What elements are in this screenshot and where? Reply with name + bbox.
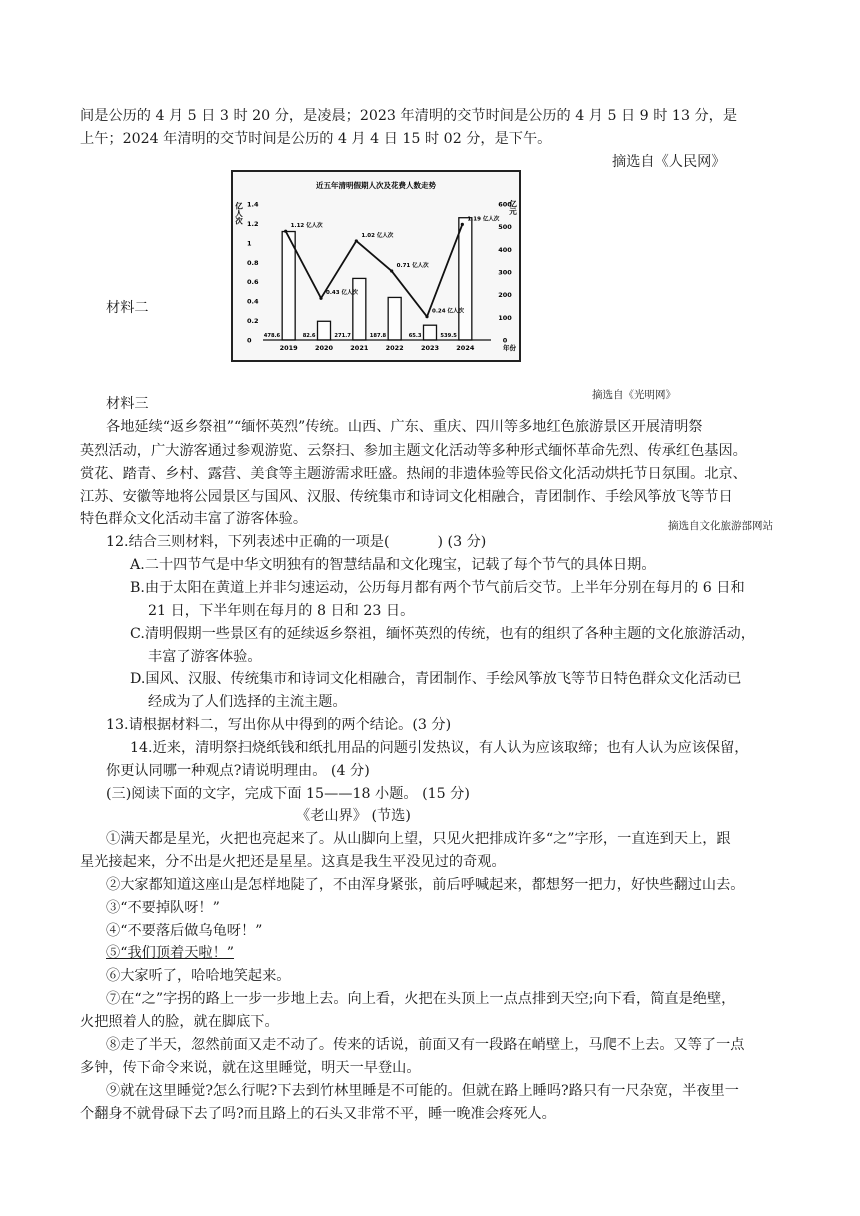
y-tick-label: 1.2 (247, 219, 259, 228)
y-tick-label: 0.4 (247, 297, 259, 306)
source-guangming: 摘选自《光明网》 (592, 389, 676, 401)
passage-p1-line-1: ①满天都是星光，火把也亮起来了。从山脚向上望，只见火把排成许多“之”字形，一直连到天上，跟 (106, 831, 731, 847)
y2-tick-label: 400 (498, 245, 512, 254)
point-value-label: 1.19 亿人次 (467, 216, 500, 223)
source-renmin: 摘选自《人民网》 (612, 154, 726, 170)
chart-title: 近五年清明假期人次及花费人数走势 (316, 181, 436, 190)
bar-value-label: 271.7 (334, 333, 351, 339)
x-tick-label: 2022 (385, 344, 404, 352)
bar (459, 218, 472, 340)
option-d-line-2: 经成为了人们选择的主流主题。 (148, 694, 347, 710)
passage-p1-line-2: 星光接起来，分不出是火把还是星星。这真是我生平没见过的奇观。 (80, 854, 506, 870)
bar (388, 297, 401, 340)
bar-value-label: 82.6 (302, 333, 316, 339)
y-axis-label: 亿人次 (234, 202, 244, 225)
bar-value-label: 539.5 (440, 333, 457, 339)
point-value-label: 0.71 亿人次 (396, 263, 429, 270)
question-14-line-2: 你更认同哪一种观点?请说明理由。 (4 分) (106, 763, 370, 779)
option-c-line-1: C.清明假期一些景区有的延续返乡祭祖，缅怀英烈的传统，也有的组织了各种主题的文化旅游活动， (130, 626, 755, 642)
y-tick-label: 1 (247, 239, 252, 248)
x-axis-label: 年份 (503, 344, 516, 352)
line-point (390, 269, 393, 272)
passage-p3: ③“不要掉队呀！” (106, 900, 220, 916)
y-tick-label: 1.4 (247, 200, 259, 209)
passage-p9-line-2: 个翻身不就骨碌下去了吗?而且路上的石头又非常不平，睡一晚准会疼死人。 (80, 1106, 556, 1122)
line-point (461, 223, 464, 226)
x-tick-label: 2019 (279, 344, 298, 352)
bar (318, 321, 331, 340)
y2-tick-label: 500 (498, 223, 512, 232)
point-value-label: 0.43 亿人次 (326, 290, 358, 297)
question-13: 13.请根据材料二，写出你从中得到的两个结论。(3 分) (106, 717, 452, 733)
question-14-line-1: 14.近来，清明祭扫烧纸钱和纸扎用品的问题引发热议，有人认为应该取缔；也有人认为应该保留， (130, 740, 749, 756)
bar (424, 325, 437, 340)
option-b-line-1: B.由于太阳在黄道上并非匀速运动，公历每月都有两个节气前后交节。上半年分别在每月的 6 日和 (130, 580, 745, 596)
x-tick-label: 2023 (420, 344, 440, 352)
point-value-label: 1.12 亿人次 (290, 223, 323, 230)
bar (353, 278, 366, 340)
y-tick-label: 0.8 (247, 258, 259, 267)
y2-tick-label: 0 (502, 336, 508, 345)
material-3-line-5: 特色群众文化活动丰富了游客体验。 (80, 511, 308, 527)
material-2-label: 材料二 (106, 300, 149, 316)
passage-p7-line-1: ⑦在“之”字拐的路上一步一步地上去。向上看，火把在头顶上一点点排到天空;向下看，简直是绝壁， (106, 991, 736, 1007)
line-point (355, 239, 358, 242)
section-3-heading: (三)阅读下面的文字，完成下面 15——18 小题。 (15 分) (106, 786, 470, 802)
source-culture-tourism: 摘选自文化旅游部网站 (668, 520, 773, 532)
y2-tick-label: 100 (498, 313, 512, 322)
option-a: A.二十四节气是中华文明独有的智慧结晶和文化瑰宝，记载了每个节气的具体日期。 (130, 557, 656, 573)
line-point (425, 315, 428, 318)
bar (282, 232, 295, 340)
passage-p6: ⑥大家听了，哈哈地笑起来。 (106, 968, 291, 984)
x-tick-label: 2020 (314, 344, 334, 352)
question-12-stem (106, 531, 486, 553)
x-tick-label: 2024 (456, 344, 475, 352)
y-tick-label: 0 (247, 336, 252, 345)
bar-value-label: 65.3 (408, 333, 422, 339)
y2-tick-label: 600 (498, 200, 512, 209)
y2-axis-label: 亿元 (508, 200, 518, 215)
y-tick-label: 0.6 (247, 278, 259, 287)
question-12-stem-text: 12.结合三则材料，下列表述中正确的一项是( (106, 534, 390, 550)
intro-line-1: 间是公历的 4 月 5 日 3 时 20 分，是凌晨；2023 年清明的交节时间是公历的 4 月 5 日 9 时 13 分，是 (80, 108, 738, 124)
option-c-line-2: 丰富了游客体验。 (148, 649, 262, 665)
passage-p8-line-1: ⑧走了半天，忽然前面又走不动了。传来的话说，前面又有一段路在峭壁上，马爬不上去。又等了一点 (106, 1037, 745, 1053)
intro-line-2: 上午；2024 年清明的交节时间是公历的 4 月 4 日 15 时 02 分，是下午。 (80, 131, 552, 147)
passage-p5: ⑤“我们顶着天啦！” (106, 945, 235, 961)
chart-svg (233, 172, 519, 360)
y2-tick-label: 200 (498, 291, 512, 300)
bar-line-chart (231, 170, 521, 362)
passage-p4: ④“不要落后做乌龟呀！” (106, 923, 263, 939)
passage-title: 《老山界》 (节选) (296, 808, 411, 824)
material-3-line-4: 江苏、安徽等地将公园景区与国风、汉服、传统集市和诗词文化相融合，青团制作、手绘风筝放飞等节日 (80, 489, 733, 505)
point-value-label: 1.02 亿人次 (361, 232, 394, 239)
option-d-line-1: D.国风、汉服、传统集市和诗词文化相融合，青团制作、手绘风筝放飞等节日特色群众文化活动已 (130, 671, 742, 687)
line-point (284, 230, 287, 233)
bar-value-label: 478.6 (263, 333, 281, 339)
point-value-label: 0.24 亿人次 (432, 308, 464, 315)
y-tick-label: 0.2 (247, 317, 259, 326)
y2-tick-label: 300 (498, 268, 512, 277)
question-12-score: ) (3 分) (437, 534, 487, 550)
x-tick-label: 2021 (350, 344, 369, 352)
line-point (319, 297, 322, 300)
material-3-line-1: 各地延续“返乡祭祖”“缅怀英烈”传统。山西、广东、重庆、四川等多地红色旅游景区开展清明祭 (106, 419, 703, 435)
passage-p8-line-2: 多钟，传下命令来说，就在这里睡觉，明天一早登山。 (80, 1060, 421, 1076)
passage-p9-line-1: ⑨就在这里睡觉?怎么行呢?下去到竹林里睡是不可能的。但就在路上睡吗?路只有一尺杂宽，半夜里一 (106, 1083, 739, 1099)
answer-blank[interactable] (389, 545, 437, 546)
material-3-line-2: 英烈活动，广大游客通过参观游览、云祭扫、参加主题文化活动等多种形式缅怀革命先烈、传承红色基因。 (80, 443, 747, 459)
material-3-line-3: 赏花、踏青、乡村、露营、美食等主题游需求旺盛。热闹的非遗体验等民俗文化活动烘托节日氛围。北京、 (80, 466, 747, 482)
option-b-line-2: 21 日，下半年则在每月的 8 日和 23 日。 (148, 603, 415, 619)
passage-p2: ②大家都知道这座山是怎样地陡了，不由浑身紧张，前后呼喊起来，都想努一把力，好快些翻过山去。 (106, 877, 745, 893)
material-3-label: 材料三 (106, 396, 149, 412)
bar-value-label: 187.8 (369, 333, 387, 339)
passage-p7-line-2: 火把照着人的脸，就在脚底下。 (80, 1014, 279, 1030)
